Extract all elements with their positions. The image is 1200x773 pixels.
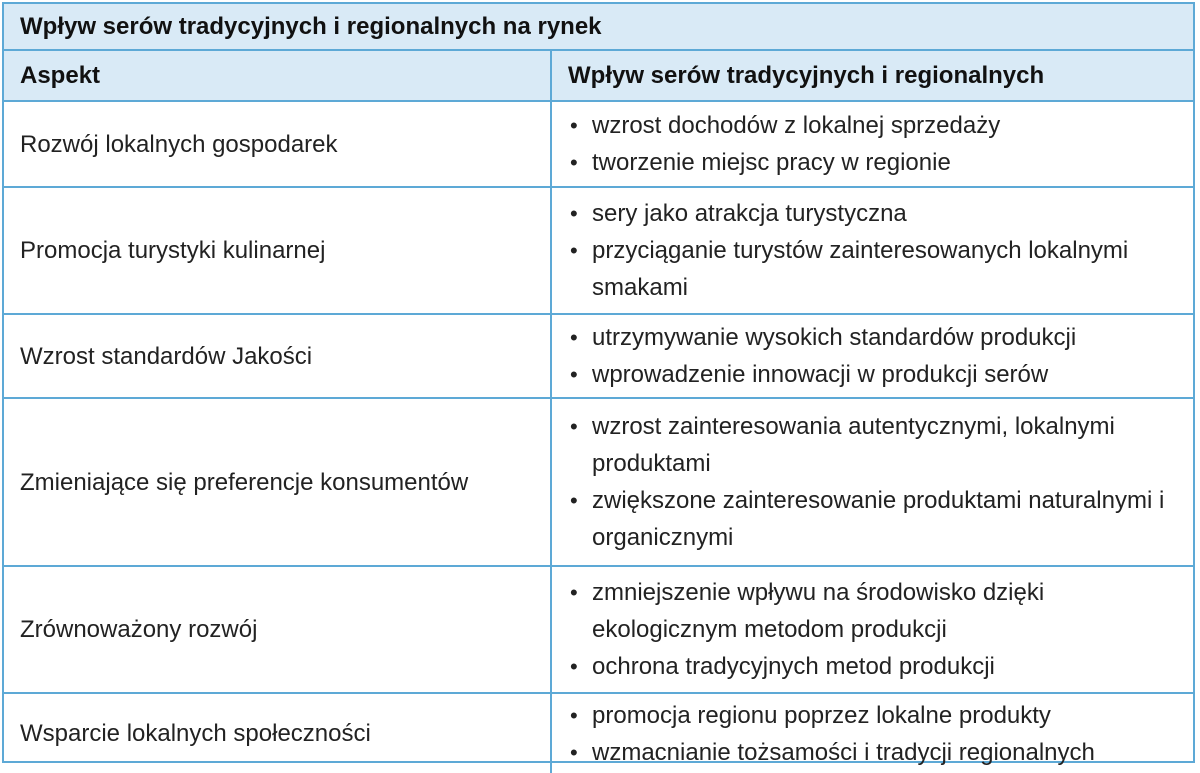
- aspect-cell: Wzrost standardów Jakości: [4, 314, 551, 398]
- impact-cell: [551, 398, 1193, 566]
- bullet-icon: •: [570, 362, 578, 387]
- bullet-icon: •: [570, 702, 578, 728]
- impact-text: tworzenie miejsc pracy w regionie: [592, 149, 951, 176]
- table-row: [4, 187, 1193, 314]
- impact-cell: [551, 314, 1193, 398]
- impact-text: wprowadzenie innowacji w produkcji serów: [592, 361, 1049, 388]
- list-item: [568, 648, 1183, 685]
- impact-text: wzrost dochodów z lokalnej sprzedaży: [592, 112, 1001, 139]
- list-item: [568, 408, 1183, 482]
- bullet-icon: •: [570, 488, 578, 513]
- impact-cell: [551, 187, 1193, 314]
- bullet-icon: •: [570, 414, 578, 439]
- impact-text: przyciąganie turystów zainteresowanych lokalnymi smakami: [592, 237, 1129, 301]
- impact-list: [568, 408, 1183, 556]
- impact-text: zmniejszenie wpływu na środowisko dzięki ekologicznym metodom produkcji: [592, 579, 1045, 643]
- list-item: [568, 232, 1183, 306]
- impact-cell: [551, 566, 1193, 693]
- impact-list: [568, 574, 1183, 685]
- list-item: [568, 195, 1183, 232]
- aspect-cell: Rozwój lokalnych gospodarek: [4, 101, 551, 187]
- impact-text: utrzymywanie wysokich standardów produkcji: [592, 324, 1077, 351]
- impact-text: promocja regionu poprzez lokalne produkty: [592, 701, 1051, 729]
- table-row: [4, 314, 1193, 398]
- list-item: [568, 734, 1183, 771]
- aspect-cell: Wsparcie lokalnych społeczności: [20, 720, 371, 747]
- bullet-icon: •: [570, 150, 578, 175]
- impact-cell: [551, 101, 1193, 187]
- impact-text: wzrost zainteresowania autentycznymi, lokalnymi produktami: [592, 413, 1115, 477]
- impact-list: [568, 107, 1183, 181]
- impact-list: [568, 319, 1183, 393]
- impact-text: sery jako atrakcja turystyczna: [592, 200, 907, 227]
- table-title: Wpływ serów tradycyjnych i regionalnych na rynek: [4, 4, 1193, 51]
- header-aspect: Aspekt: [4, 51, 551, 101]
- table-row: [4, 693, 1193, 773]
- bullet-icon: •: [570, 739, 578, 765]
- bullet-icon: •: [570, 238, 578, 263]
- table-row: [4, 398, 1193, 566]
- table-body: [4, 51, 1193, 773]
- aspect-cell: Promocja turystyki kulinarnej: [4, 187, 551, 314]
- impact-table: [2, 2, 1195, 766]
- impact-cell: [551, 693, 1193, 773]
- header-row: [4, 51, 1193, 101]
- impact-text: ochrona tradycyjnych metod produkcji: [592, 653, 995, 680]
- list-item: [568, 144, 1183, 181]
- header-impact: Wpływ serów tradycyjnych i regionalnych: [551, 51, 1193, 101]
- table-row: [4, 101, 1193, 187]
- aspect-cell: Zmieniające się preferencje konsumentów: [4, 398, 551, 566]
- list-item: [568, 319, 1183, 356]
- bullet-icon: •: [570, 654, 578, 679]
- list-item: [568, 697, 1183, 734]
- bullet-icon: •: [570, 580, 578, 605]
- list-item: [568, 107, 1183, 144]
- table-row: [4, 566, 1193, 693]
- impact-list: [568, 697, 1183, 771]
- bullet-icon: •: [570, 201, 578, 226]
- list-item: [568, 482, 1183, 556]
- list-item: [568, 356, 1183, 393]
- bullet-icon: •: [570, 325, 578, 350]
- bullet-icon: •: [570, 113, 578, 138]
- impact-list: [568, 195, 1183, 306]
- list-item: [568, 574, 1183, 648]
- impact-text: zwiększone zainteresowanie produktami naturalnymi i organicznymi: [592, 487, 1165, 551]
- impact-text: wzmacnianie tożsamości i tradycji regionalnych: [592, 738, 1095, 766]
- aspect-cell: Zrównoważony rozwój: [4, 566, 551, 693]
